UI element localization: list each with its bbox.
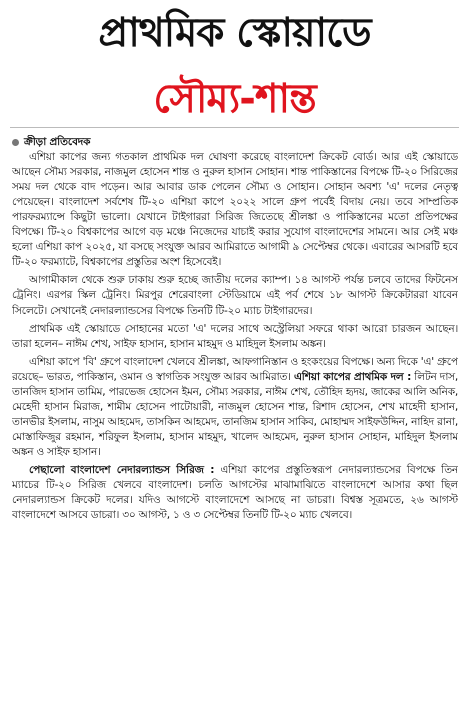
byline [12,135,458,150]
series-label: পেছালো বাংলাদেশ নেদারল্যান্ডস সিরিজ : [28,463,215,476]
byline-text: ক্রীড়া প্রতিবেদক [24,136,91,148]
paragraph-4-text: এশিয়া কাপে 'বি' গ্রুপে বাংলাদেশ খেলবে শ্রীলঙ্কা, আফগানিস্তান ও হংকংয়ের বিপক্ষে। অন্য দিকে 'এ' গ্রুপে রয়েছে– ভারত, পাকিস্তান, ওমান ও স্বাগতিক সংযুক্ত আরব আমিরাত। [12,355,458,383]
paragraph-2: আগামীকাল থেকে শুরু ঢাকায় শুরু হচ্ছে জাতীয় দলের ক্যাম্প। ১৪ আগস্ট পর্যন্ত চলবে তাদের ফিটনেস ট্রেনিং। এরপর স্কিল ট্রেনিং। মিরপুর শেরেবাংলা স্টেডিয়ামে এই পর্ব শেষে ১৮ আগস্ট ক্রিকেটাররা যাবেন সিলেটে। সেখানেই নেদারল্যান্ডসের বিপক্ষে তিনটি টি-২০ ম্যাচ টাইগারদের। [12,274,458,317]
divider [10,127,459,128]
series-text: এশিয়া কাপের প্রস্তুতিস্বরূপ নেদারল্যান্ডসের বিপক্ষে তিন ম্যাচের টি-২০ সিরিজ খেলবে বাংলাদেশ। চলতি আগস্টের মাঝামাঝিতে বাংলাদেশে আসার কথা ছিল নেদারল্যান্ডস ক্রিকেট দলের। যদিও আগস্টে বাংলাদেশে আসছে না ডাচরা। বিশ্বস্ত সূত্রমতে, ২৬ আগস্ট বাংলাদেশে আসবে ডাচরা। ৩০ আগস্ট, ১ ও ৩ সেপ্টেম্বর তিনটি টি-২০ ম্যাচ খেলবে। [12,463,458,522]
paragraph-3: প্রাথমিক এই স্কোয়াডে সোহানের মতো 'এ' দলের সাথে অস্ট্রেলিয়া সফরে থাকা আরো চারজন আছেন। তারা হলেন– নাঈম শেখ, সাইফ হাসান, হাসান মাহমুদ ও মাহিদুল ইসলাম অঙ্কন। [12,322,458,350]
paragraph-1: এশিয়া কাপের জন্য গতকাল প্রাথমিক দল ঘোষণা করেছে বাংলাদেশ ক্রিকেট বোর্ড। আর এই স্কোয়াডে আছেন সৌম্য সরকার, নাজমুল হোসেন শান্ত ও নুরুল হাসান সোহান। শান্ত পাকিস্তানের বিপক্ষে টি-২০ সিরিজের সময় দল থেকে বাদ পড়েন। আর আবার ডাক পেলেন সৌম্য ও সোহান। সোহান অবশ্য 'এ' দলের নেতৃত্ব পেয়েছেন। বাংলাদেশ সর্বশেষ টি-২০ এশিয়া কাপে ২০২২ সালে গ্রুপ পর্বেই বিদায় নেয়। তবে সাম্প্রতিক পারফরম্যান্সে কিছুটা ভালো। যেখানে টাইগাররা সিরিজ জিতেছে শ্রীলঙ্কা ও পাকিস্তানের মতো প্রতিপক্ষের বিপক্ষে। টি-২০ বিশ্বকাপের আগে বড় মঞ্চে নিজেদের যাচাই করার সুযোগ বাংলাদেশের সামনে। আর সেই মঞ্চ হলো এশিয়া কাপ ২০২৫, যা বসছে সংযুক্ত আরব আমিরাতে আগামী ৯ সেপ্টেম্বর থেকে। এবারের আসরটি হবে টি-২০ ফরম্যাটে, বিশ্বকাপের প্রস্তুতির অংশ হিসেবেই। [12,151,458,269]
headline: প্রাথমিক স্কোয়াডে [98,10,371,56]
squad-list: লিটন দাস, তানজিদ হাসান তামিম, পারভেজ হোসেন ইমন, সৌম্য সরকার, নাঈম শেখ, তৌহিদ হৃদয়, জাকের আলি অনিক, মেহেদী হাসান মিরাজ, শামীম হোসেন পাটোয়ারী, নাজমুল হোসেন শান্ত, রিশাদ হোসেন, শেখ মাহেদী হাসান, তানভীর ইসলাম, নাসুম আহমেদ, তাসকিন আহমেদ, তানজিম হাসান সাকিব, মোহাম্মদ সাইফউদ্দিন, নাহিদ রানা, মোস্তাফিজুর রহমান, শরিফুল ইসলাম, হাসান মাহমুদ, খালেদ আহমেদ, নুরুল হাসান সোহান, মাহিদুল ইসলাম অঙ্কন ও সাইফ হাসান। [12,370,458,458]
subheadline: সৌম্য-শান্ত [153,76,316,122]
article-body [12,135,458,693]
squad-label: এশিয়া কাপের প্রাথমিক দল : [293,370,412,383]
bullet-icon [12,139,19,146]
paragraph-4 [12,355,458,460]
paragraph-5 [12,463,458,523]
